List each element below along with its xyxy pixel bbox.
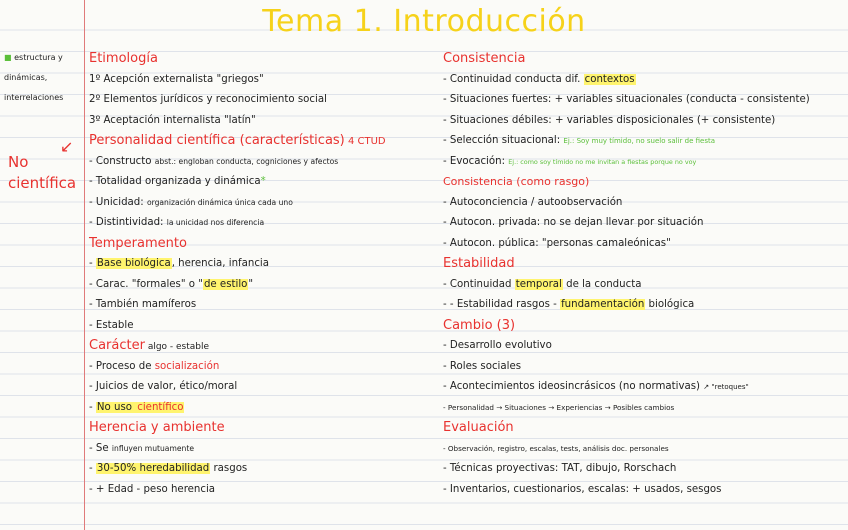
note-line: - Observación, registro, escalas, tests, análisis doc. personales xyxy=(443,443,669,453)
side-note-line3: interrelaciones xyxy=(4,93,64,102)
note-line xyxy=(89,193,439,214)
text: rasgos xyxy=(210,463,248,474)
heading-estabilidad: Estabilidad xyxy=(443,256,515,271)
heading-personalidad xyxy=(89,131,439,152)
heading-text: Personalidad científica (características) xyxy=(89,133,345,148)
note-line: - Técnicas proyectivas: TAT, dibujo, Rorschach xyxy=(443,463,677,474)
note-line: - Desarrollo evolutivo xyxy=(443,340,552,351)
text: - Acontecimientos ideosincrásicos (no normativas) xyxy=(443,381,701,392)
example-text: Ej.: como soy tímido no me invitan a fiestas porque no voy xyxy=(508,157,697,166)
text: la unicidad nos diferencia xyxy=(166,218,265,227)
highlight: contextos xyxy=(584,73,635,85)
side-note-line1: estructura y xyxy=(14,53,63,62)
note-line: 2º Elementos jurídicos y reconocimiento social xyxy=(89,94,327,105)
text: influyen mutuamente xyxy=(111,443,194,453)
note-line xyxy=(89,439,439,460)
text: - Proceso de xyxy=(89,360,155,372)
note-line xyxy=(443,275,846,296)
highlight: temporal xyxy=(515,278,562,290)
bullet-mark: ■ xyxy=(4,53,12,62)
heading-tag: 4 CTUD xyxy=(344,136,386,147)
text: organización dinámica única cada uno xyxy=(146,197,293,207)
left-column xyxy=(89,49,439,500)
text: socialización xyxy=(154,360,220,372)
note-line xyxy=(443,377,846,398)
text: abst.: engloban conducta, cogniciones y afectos xyxy=(154,156,339,166)
arrow-icon: ↙ xyxy=(60,137,74,156)
note-line: - Situaciones fuertes: + variables situacionales (conducta - consistente) xyxy=(443,94,810,105)
text: - - Estabilidad rasgos - xyxy=(443,299,561,310)
text: - Se xyxy=(89,442,112,454)
right-column xyxy=(443,49,846,500)
note-line xyxy=(89,398,439,419)
side-note-line2: dinámicas, xyxy=(4,73,48,82)
note-line xyxy=(89,275,439,296)
text: - Selección situacional: xyxy=(443,135,564,146)
text: - Continuidad xyxy=(443,278,515,290)
text: - Distintividad: xyxy=(89,217,167,228)
note-line: - + Edad - peso herencia xyxy=(89,483,216,495)
note-line: - Inventarios, cuestionarios, escalas: + usados, sesgos xyxy=(443,483,722,495)
note-line: - Situaciones débiles: + variables disposicionales (+ consistente) xyxy=(443,114,776,126)
no-label: No xyxy=(8,153,29,171)
highlight: fundamentación xyxy=(561,299,645,310)
note-line xyxy=(443,70,846,91)
margin-line xyxy=(84,0,85,530)
note-line: 3º Aceptación internalista "latín" xyxy=(89,114,256,126)
text: - Carac. "formales" o " xyxy=(89,278,203,290)
note-line: - Autocon. pública: "personas camaleónicas" xyxy=(443,237,671,249)
heading-etimologia: Etimología xyxy=(89,51,158,66)
highlight: No uso xyxy=(96,401,136,413)
note-line: - Juicios de valor, ético/moral xyxy=(89,381,238,392)
star-icon: * xyxy=(260,176,266,187)
page-title: Tema 1. Introducción xyxy=(262,4,586,39)
text: biológica xyxy=(645,299,695,310)
highlight: Base biológica xyxy=(96,258,171,269)
note-line: - Estable xyxy=(89,319,134,331)
text: de la conducta xyxy=(562,278,642,290)
text: - Totalidad organizada y dinámica xyxy=(89,176,261,187)
heading-tag: algo - estable xyxy=(144,342,210,352)
cientifica-label: científica xyxy=(8,174,77,192)
heading-herencia: Herencia y ambiente xyxy=(89,420,225,435)
note-line: - Autoconciencia / autoobservación xyxy=(443,196,623,208)
no-cientifica-note xyxy=(8,152,76,194)
note-line: - Roles sociales xyxy=(443,360,522,372)
heading-caracter xyxy=(89,336,439,357)
note-line xyxy=(89,172,439,193)
text: - xyxy=(89,463,96,474)
note-line xyxy=(89,152,439,173)
text: - Continuidad conducta dif. xyxy=(443,73,584,85)
text: - Unicidad: xyxy=(89,196,147,208)
highlight: 30-50% heredabilidad xyxy=(96,463,210,474)
heading-cambio: Cambio (3) xyxy=(443,317,516,333)
text: - xyxy=(89,258,96,269)
highlight: de estilo xyxy=(203,278,248,290)
note-line xyxy=(89,459,439,480)
text: , herencia, infancia xyxy=(171,258,269,269)
note-line xyxy=(89,254,439,275)
note-line xyxy=(89,213,439,234)
note-line xyxy=(443,131,846,152)
note-line: - Personalidad → Situaciones → Experiencias → Posibles cambios xyxy=(443,402,675,412)
heading-text: Carácter xyxy=(89,338,145,353)
heading-temperamento: Temperamento xyxy=(89,235,187,251)
note-line xyxy=(89,357,439,378)
note-line xyxy=(443,295,846,316)
note-annotation: ↗ "retoques" xyxy=(703,383,749,391)
text: - Constructo xyxy=(89,155,155,167)
highlight: científico xyxy=(137,401,184,413)
note-line: - Autocon. privada: no se dejan llevar por situación xyxy=(443,217,704,228)
heading-consistencia-rasgo: Consistencia (como rasgo) xyxy=(443,175,590,188)
note-line: - También mamíferos xyxy=(89,299,197,310)
text: - xyxy=(89,401,96,413)
example-text: Ej.: Soy muy tímido, no suelo salir de fiesta xyxy=(563,137,716,145)
note-line xyxy=(443,152,846,173)
note-line: 1º Acepción externalista "griegos" xyxy=(89,73,264,85)
text: " xyxy=(248,278,254,290)
side-note xyxy=(4,48,63,108)
heading-evaluacion: Evaluación xyxy=(443,420,514,435)
heading-consistencia: Consistencia xyxy=(443,51,526,66)
text: - Evocación: xyxy=(443,155,509,167)
